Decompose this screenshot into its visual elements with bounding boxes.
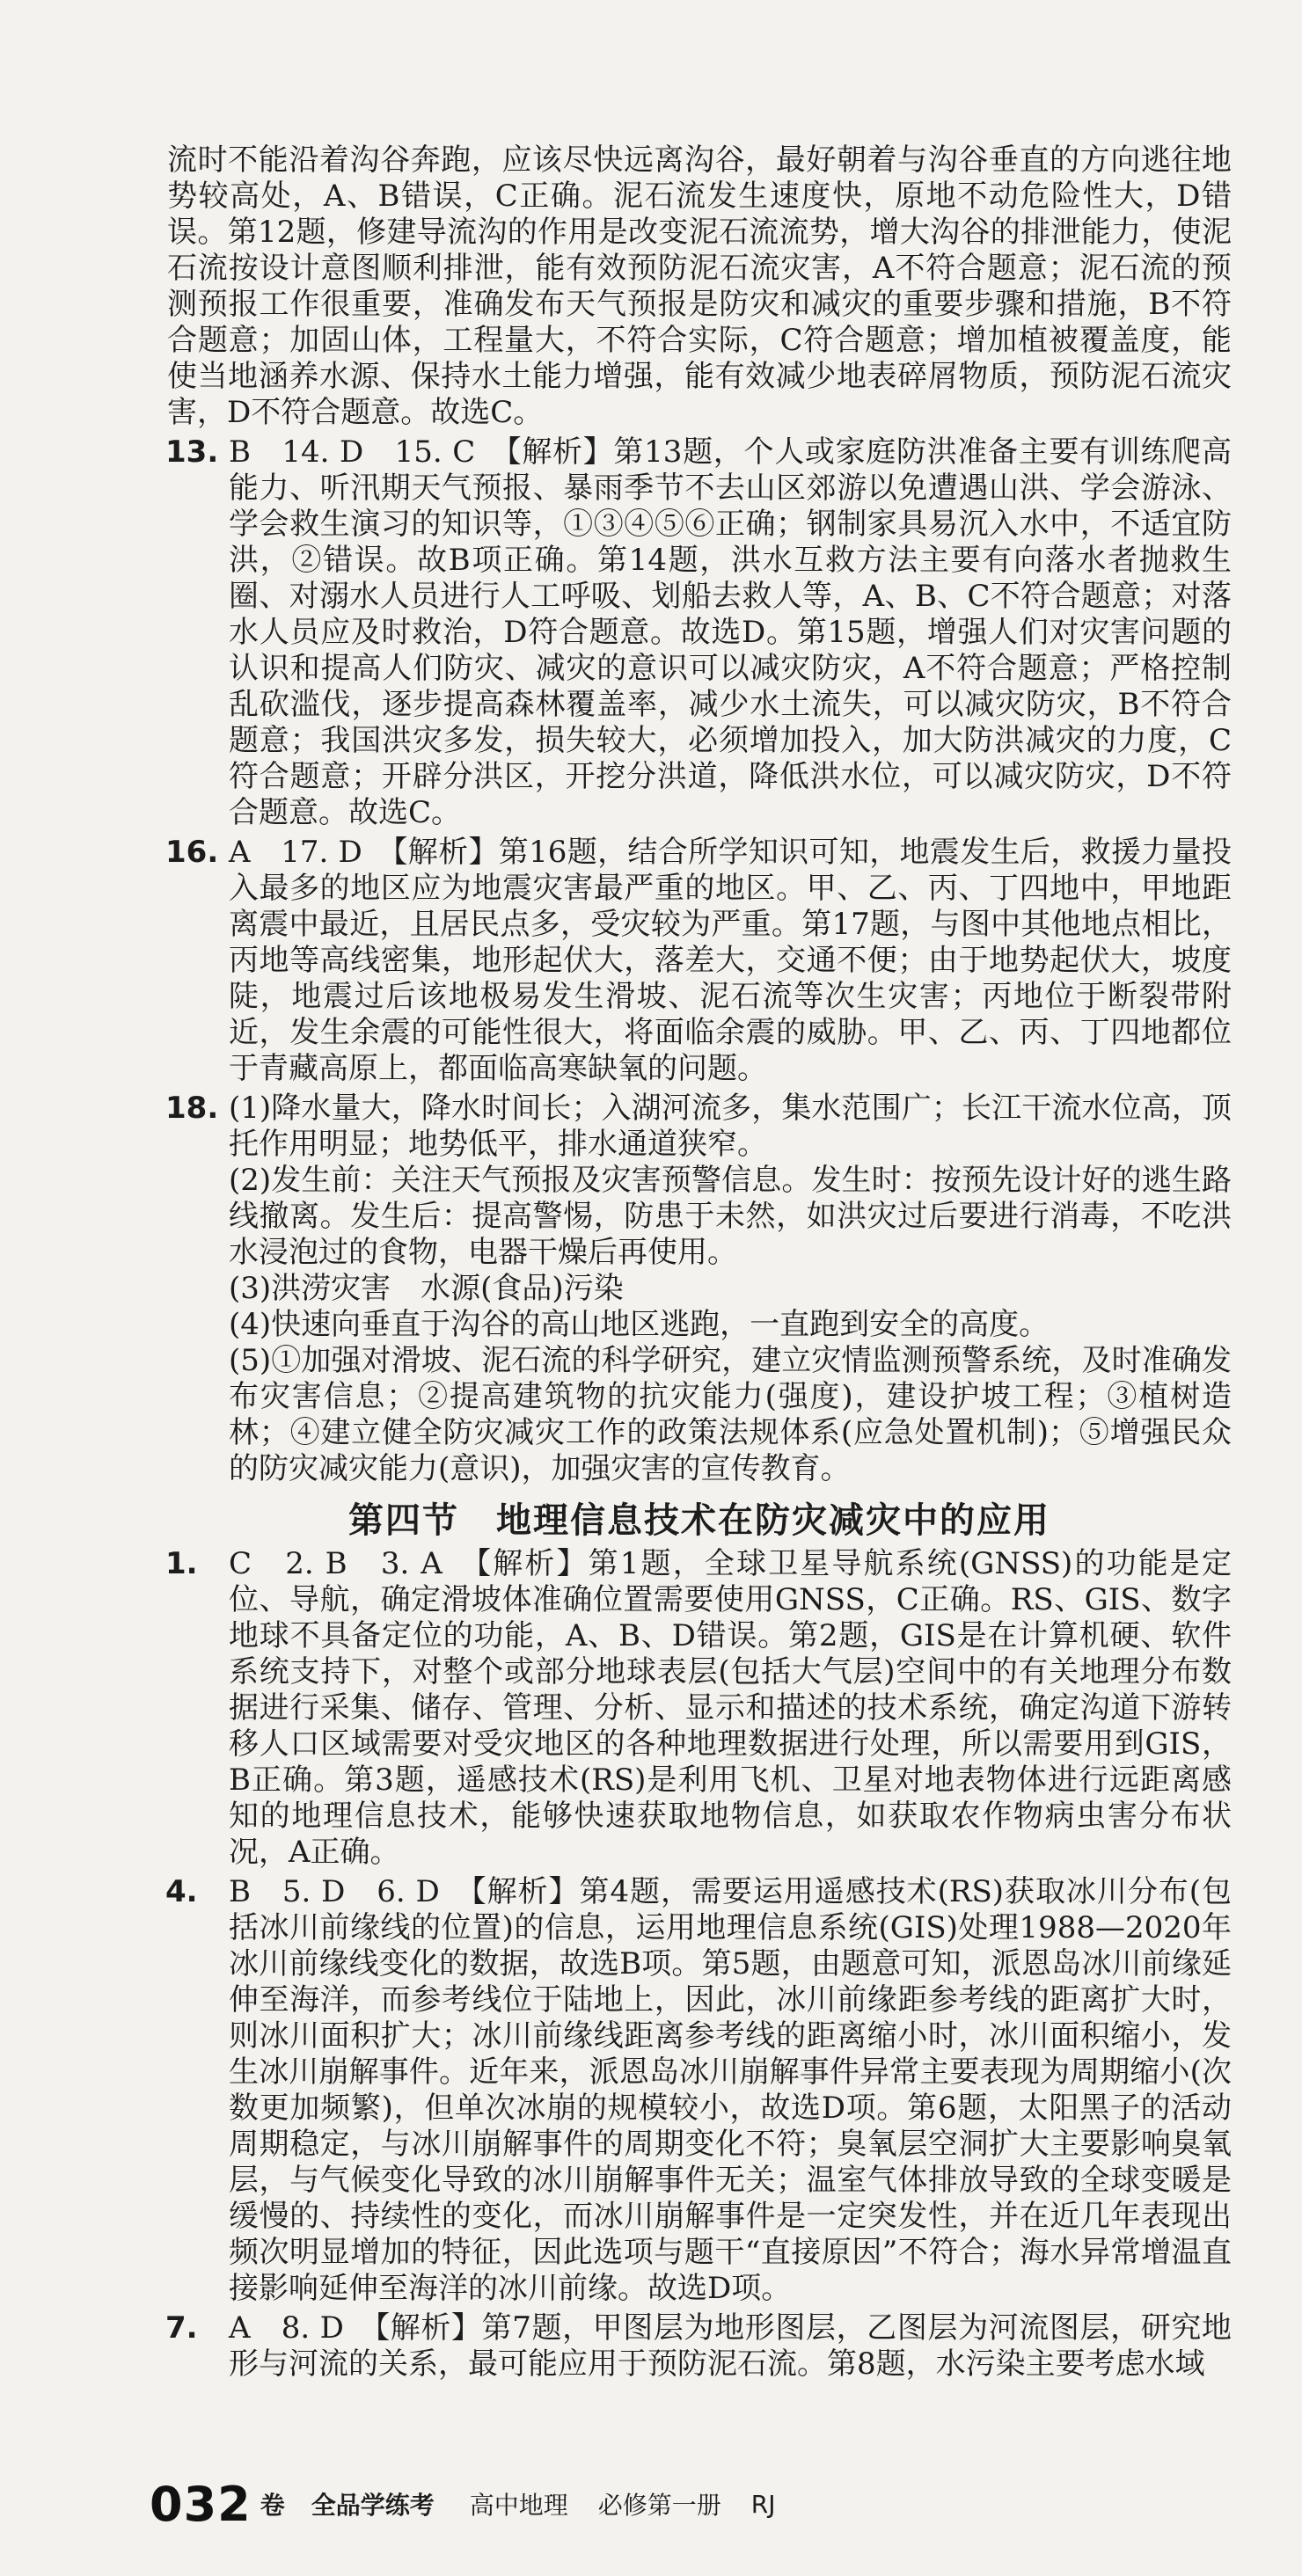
- item-number: 16.: [165, 835, 219, 870]
- item-text: A 8. D 【解析】第7题，甲图层为地形图层，乙图层为河流图层，研究地形与河流的关系，最可能应用于预防泥石流。第8题，水污染主要考虑水域: [229, 2310, 1232, 2382]
- page-footer: [0, 2473, 1302, 2535]
- q18-part-2: (2)发生前：关注天气预报及灾害预警信息。发生时：按预先设计好的逃生路线撤离。发生后：提高警惕，防患于未然，如洪灾过后要进行消毒，不吃洪水浸泡过的食物，电器干燥后再使用。: [229, 1163, 1232, 1270]
- item-number: 4.: [165, 1874, 198, 1909]
- answer-item-16: [167, 835, 1232, 1087]
- answer-item-13: [167, 434, 1232, 831]
- item-text: B 5. D 6. D 【解析】第4题，需要运用遥感技术(RS)获取冰川分布(包括冰川前缘线的位置)的信息，运用地理信息系统(GIS)处理1988—2020年冰川前缘线变化的数据，故选B项。第5题，由题意可知，派恩岛冰川前缘延伸至海洋，而参考线位于陆地上，因此，冰川前缘距参考线的距离扩大时，则冰川面积扩大；冰川前缘线距离参考线的距离缩小时，冰川面积缩小，发生冰川崩解事件。近年来，派恩岛冰川崩解事件异常主要表现为周期缩小(次数更加频繁)，但单次冰崩的规模较小，故选D项。第6题，太阳黑子的活动周期稳定，与冰川崩解事件的周期变化不符；臭氧层空洞扩大主要影响臭氧层，与气候变化导致的冰川崩解事件无关；温室气体排放导致的全球变暖是缓慢的、持续性的变化，而冰川崩解事件是一定突发性，并在近几年表现出频次明显增加的特征，因此选项与题干“直接原因”不符合；海水异常增温直接影响延伸至海洋的冰川前缘。故选D项。: [229, 1874, 1232, 2306]
- item-number: 18.: [165, 1091, 219, 1126]
- juan-label: 卷: [260, 2491, 285, 2520]
- q18-part-3: (3)洪涝灾害 水源(食品)污染: [229, 1271, 624, 1306]
- page-number: 032: [150, 2476, 252, 2532]
- item-number: 7.: [165, 2310, 198, 2346]
- section-title: 第四节 地理信息技术在防灾减灾中的应用: [348, 1500, 1050, 1541]
- item-text: C 2. B 3. A 【解析】第1题，全球卫星导航系统(GNSS)的功能是定位、导航，确定滑坡体准确位置需要使用GNSS，C正确。RS、GIS、数字地球不具备定位的功能，A、B、D错误。第2题，GIS是在计算机硬、软件系统支持下，对整个或部分地球表层(包括大气层)空间中的有关地理分布数据进行采集、储存、管理、分析、显示和描述的技术系统，确定沟道下游转移人口区域需要对受灾地区的各种地理数据进行处理，所以需要用到GIS，B正确。第3题，遥感技术(RS)是利用飞机、卫星对地表物体进行远距离感知的地理信息技术，能够快速获取地物信息，如获取农作物病虫害分布状况，A正确。: [229, 1546, 1232, 1870]
- answer-item-4: [167, 1874, 1232, 2307]
- answer-item-1: [167, 1546, 1232, 1871]
- edition-label: RJ: [750, 2489, 776, 2519]
- book-label: 必修第一册: [597, 2491, 721, 2520]
- answer-item-7: [167, 2310, 1232, 2383]
- q18-part-4: (4)快速向垂直于沟谷的高山地区逃跑，一直跑到安全的高度。: [229, 1307, 1050, 1342]
- subject-label: 高中地理: [469, 2491, 568, 2520]
- item-text: A 17. D 【解析】第16题，结合所学知识可知，地震发生后，救援力量投入最多的地区应为地震灾害最严重的地区。甲、乙、丙、丁四地中，甲地距离震中最近，且居民点多，受灾较为严重。第17题，与图中其他地点相比，丙地等高线密集，地形起伏大，落差大，交通不便；由于地势起伏大，坡度陡，地震过后该地极易发生滑坡、泥石流等次生灾害；丙地位于断裂带附近，发生余震的可能性很大，将面临余震的威胁。甲、乙、丙、丁四地都位于青藏高原上，都面临高寒缺氧的问题。: [229, 835, 1232, 1086]
- answer-item-18: [167, 1091, 1232, 1163]
- item-number: 13.: [165, 434, 219, 470]
- item-text: (1)降水量大，降水时间长；入湖河流多，集水范围广；长江干流水位高，顶托作用明显；地势低平，排水通道狭窄。: [229, 1091, 1232, 1162]
- item-text: B 14. D 15. C 【解析】第13题，个人或家庭防洪准备主要有训练爬高能力、听汛期天气预报、暴雨季节不去山区郊游以免遭遇山洪、学会游泳、学会救生演习的知识等，①③④⑤⑥正确；钢制家具易沉入水中，不适宜防洪，②错误。故B项正确。第14题，洪水互救方法主要有向落水者抛救生圈、对溺水人员进行人工呼吸、划船去救人等，A、B、C不符合题意；对落水人员应及时救治，D符合题意。故选D。第15题，增强人们对灾害问题的认识和提高人们防灾、减灾的意识可以减灾防灾，A不符合题意；严格控制乱砍滥伐，逐步提高森林覆盖率，减少水土流失，可以减灾防灾，B不符合题意；我国洪灾多发，损失较大，必须增加投入，加大防洪减灾的力度，C符合题意；开辟分洪区，开挖分洪道，降低洪水位，可以减灾防灾，D不符合题意。故选C。: [229, 434, 1232, 830]
- brand-name: 全品学练考: [311, 2491, 435, 2520]
- paragraph-continuation: 流时不能沿着沟谷奔跑，应该尽快远离沟谷，最好朝着与沟谷垂直的方向逃往地势较高处，A、B错误，C正确。泥石流发生速度快，原地不动危险性大，D错误。第12题，修建导流沟的作用是改变泥石流流势，增大沟谷的排泄能力，使泥石流按设计意图顺利排泄，能有效预防泥石流灾害，A不符合题意；泥石流的预测预报工作很重要，准确发布天气预报是防灾和减灾的重要步骤和措施，B不符合题意；加固山体，工程量大，不符合实际，C符合题意；增加植被覆盖度，能使当地涵养水源、保持水土能力增强，能有效减少地表碎屑物质，预防泥石流灾害，D不符合题意。故选C。: [167, 142, 1232, 430]
- item-number: 1.: [165, 1546, 198, 1581]
- answer-content: [167, 142, 1232, 2383]
- q18-part-5: (5)①加强对滑坡、泥石流的科学研究，建立灾情监测预警系统，及时准确发布灾害信息；②提高建筑物的抗灾能力(强度)，建设护坡工程；③植树造林；④建立健全防灾减灾工作的政策法规体系(应急处置机制)；⑤增强民众的防灾减灾能力(意识)，加强灾害的宣传教育。: [229, 1343, 1232, 1486]
